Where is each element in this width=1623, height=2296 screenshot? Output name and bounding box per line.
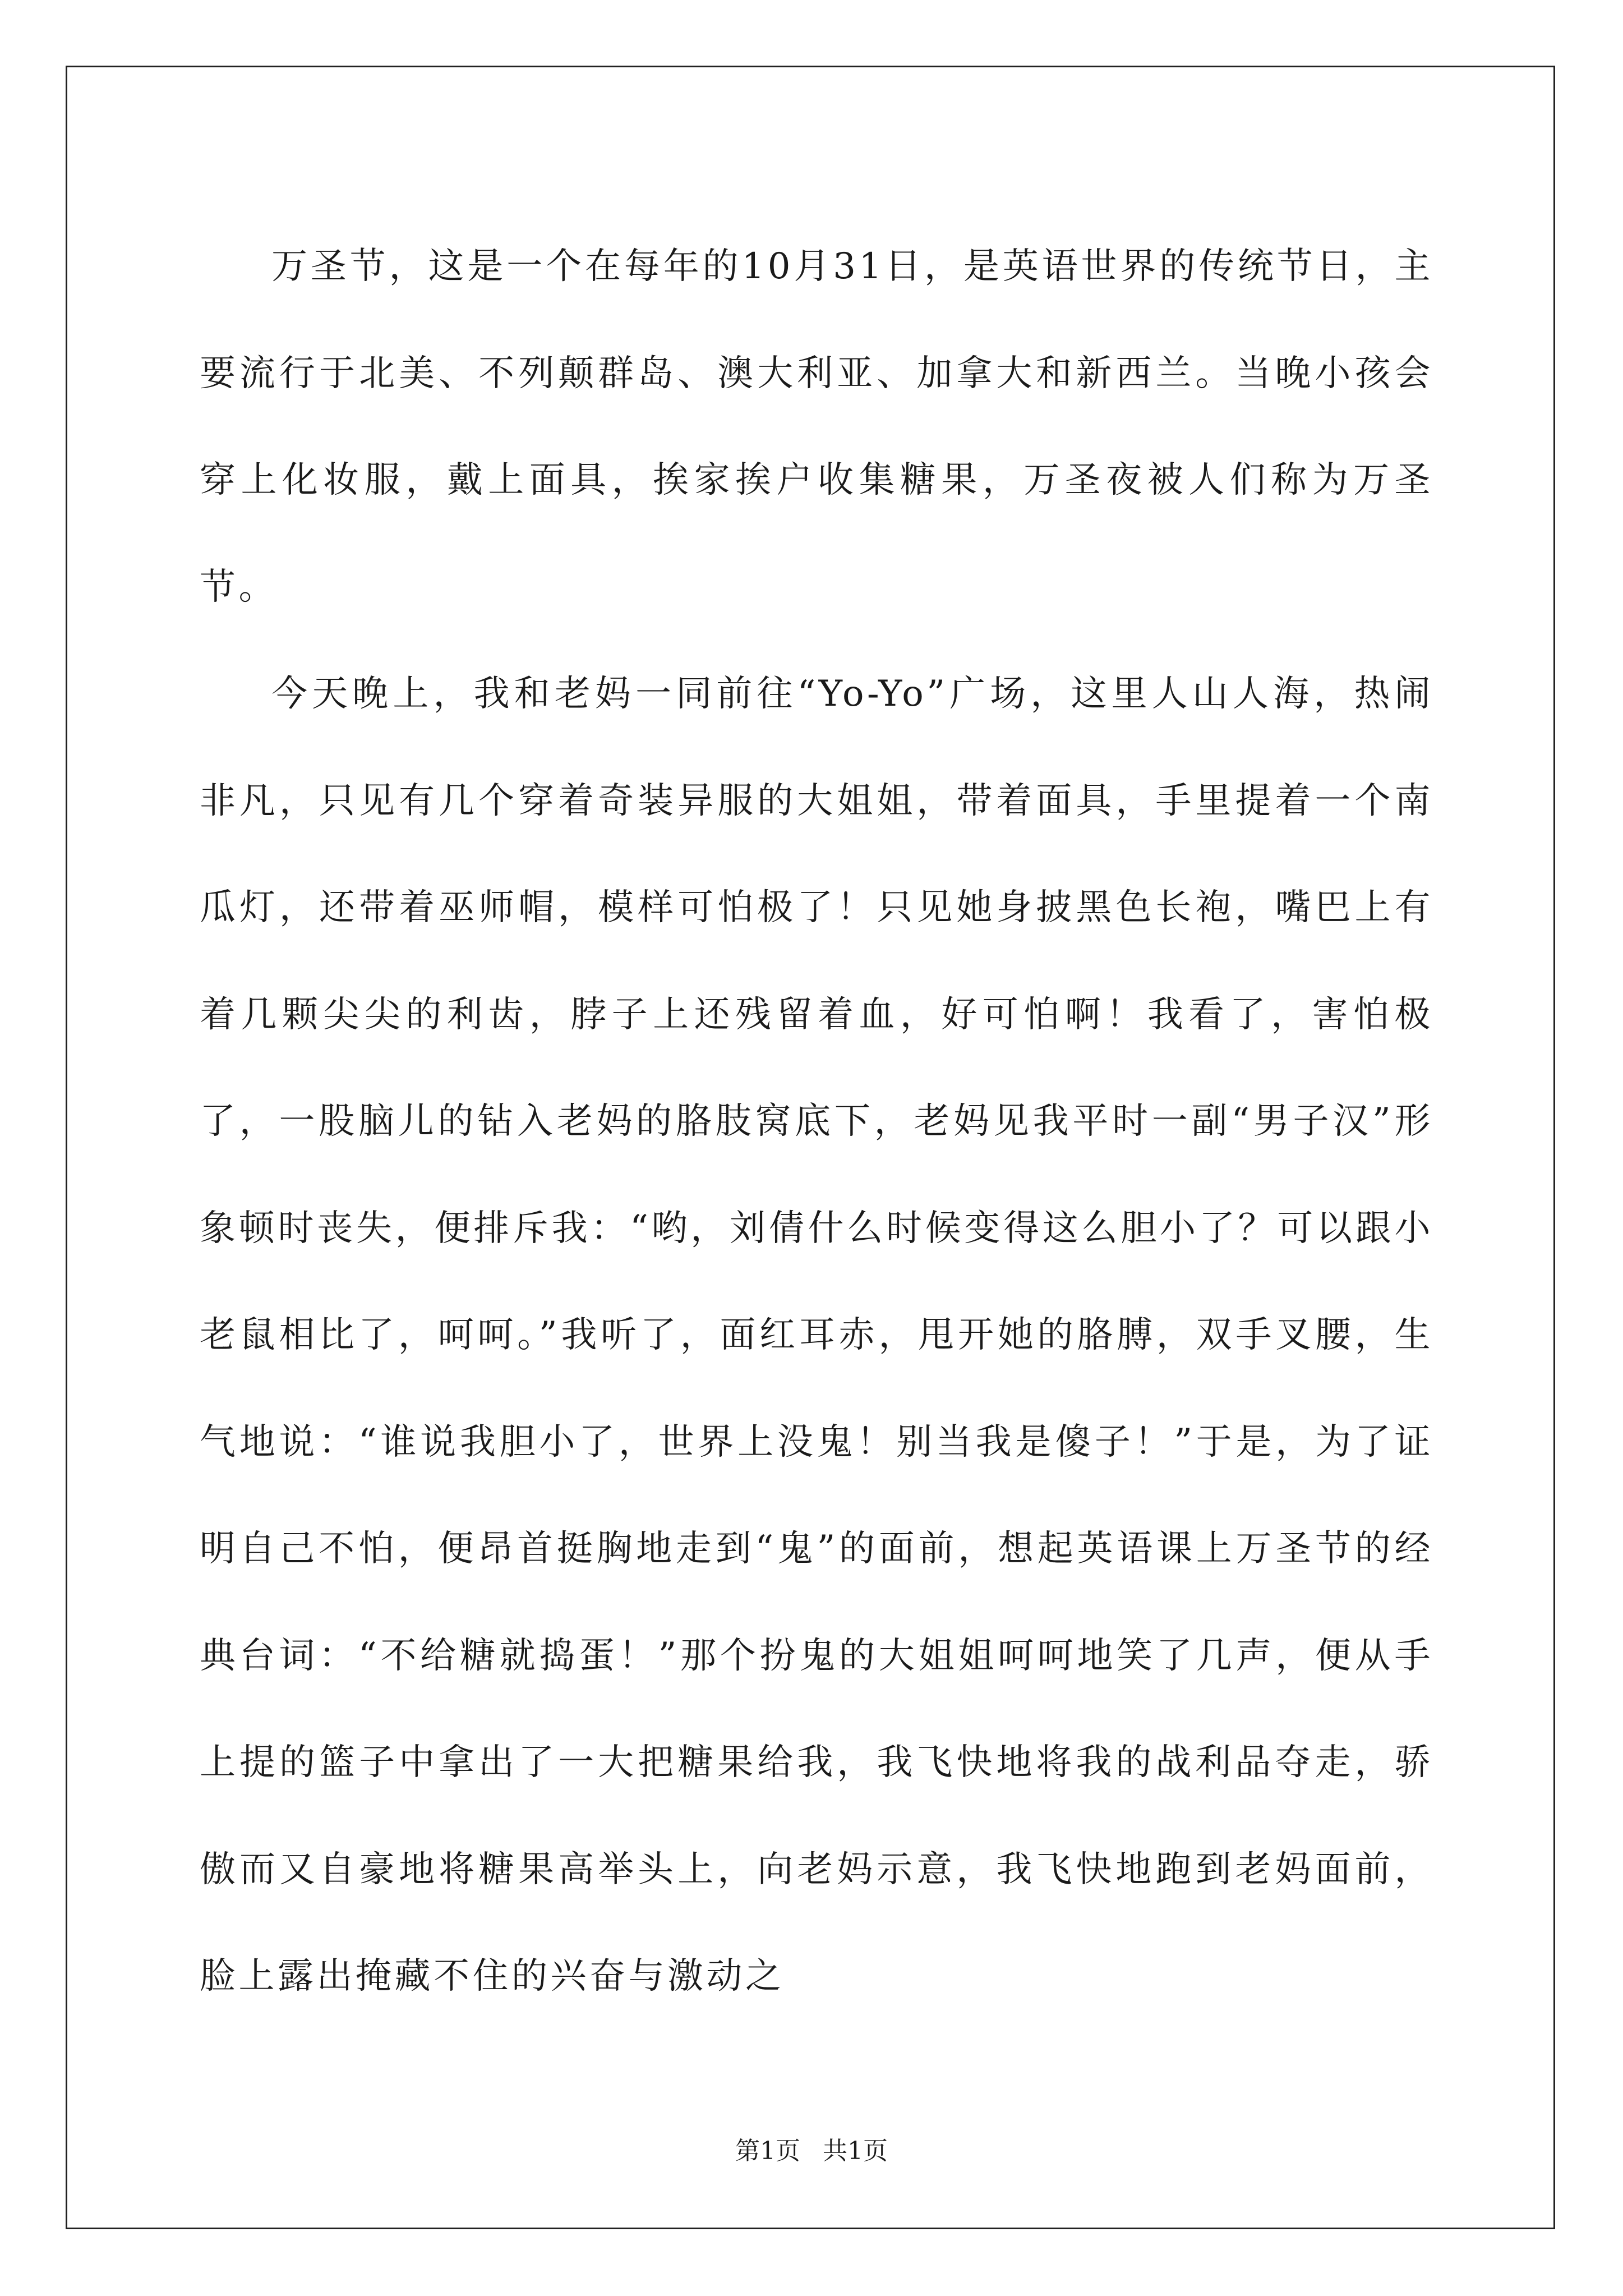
page-footer (0, 2134, 1623, 2168)
page-number: 第1页 (735, 2137, 800, 2165)
document-body (200, 213, 1433, 2030)
paragraph-intro: 万圣节，这是一个在每年的10月31日，是英语世界的传统节日，主要流行于北美、不列颠群岛、澳大利亚、加拿大和新西兰。当晚小孩会穿上化妆服，戴上面具，挨家挨户收集糖果，万圣夜被人们称为万圣节。 (200, 246, 1433, 608)
page-total: 共1页 (823, 2137, 888, 2165)
paragraph-story: 今天晚上，我和老妈一同前往“Yo-Yo”广场，这里人山人海，热闹非凡，只见有几个穿着奇装异服的大姐姐，带着面具，手里提着一个南瓜灯，还带着巫师帽，模样可怕极了！只见她身披黑色长袍，嘴巴上有着几颗尖尖的利齿，脖子上还残留着血，好可怕啊！我看了，害怕极了，一股脑儿的钻入老妈的胳肢窝底下，老妈见我平时一副“男子汉”形象顿时丧失，便排斥我：“哟，刘倩什么时候变得这么胆小了？可以跟小老鼠相比了，呵呵。”我听了，面红耳赤，甩开她的胳膊，双手叉腰，生气地说：“谁说我胆小了，世界上没鬼！别当我是傻子！”于是，为了证明自己不怕，便昂首挺胸地走到“鬼”的面前，想起英语课上万圣节的经典台词：“不给糖就捣蛋！”那个扮鬼的大姐姐呵呵地笑了几声，便从手上提的篮子中拿出了一大把糖果给我，我飞快地将我的战利品夺走，骄傲而又自豪地将糖果高举头上，向老妈示意，我飞快地跑到老妈面前，脸上露出掩藏不住的兴奋与激动之 (200, 673, 1433, 1997)
